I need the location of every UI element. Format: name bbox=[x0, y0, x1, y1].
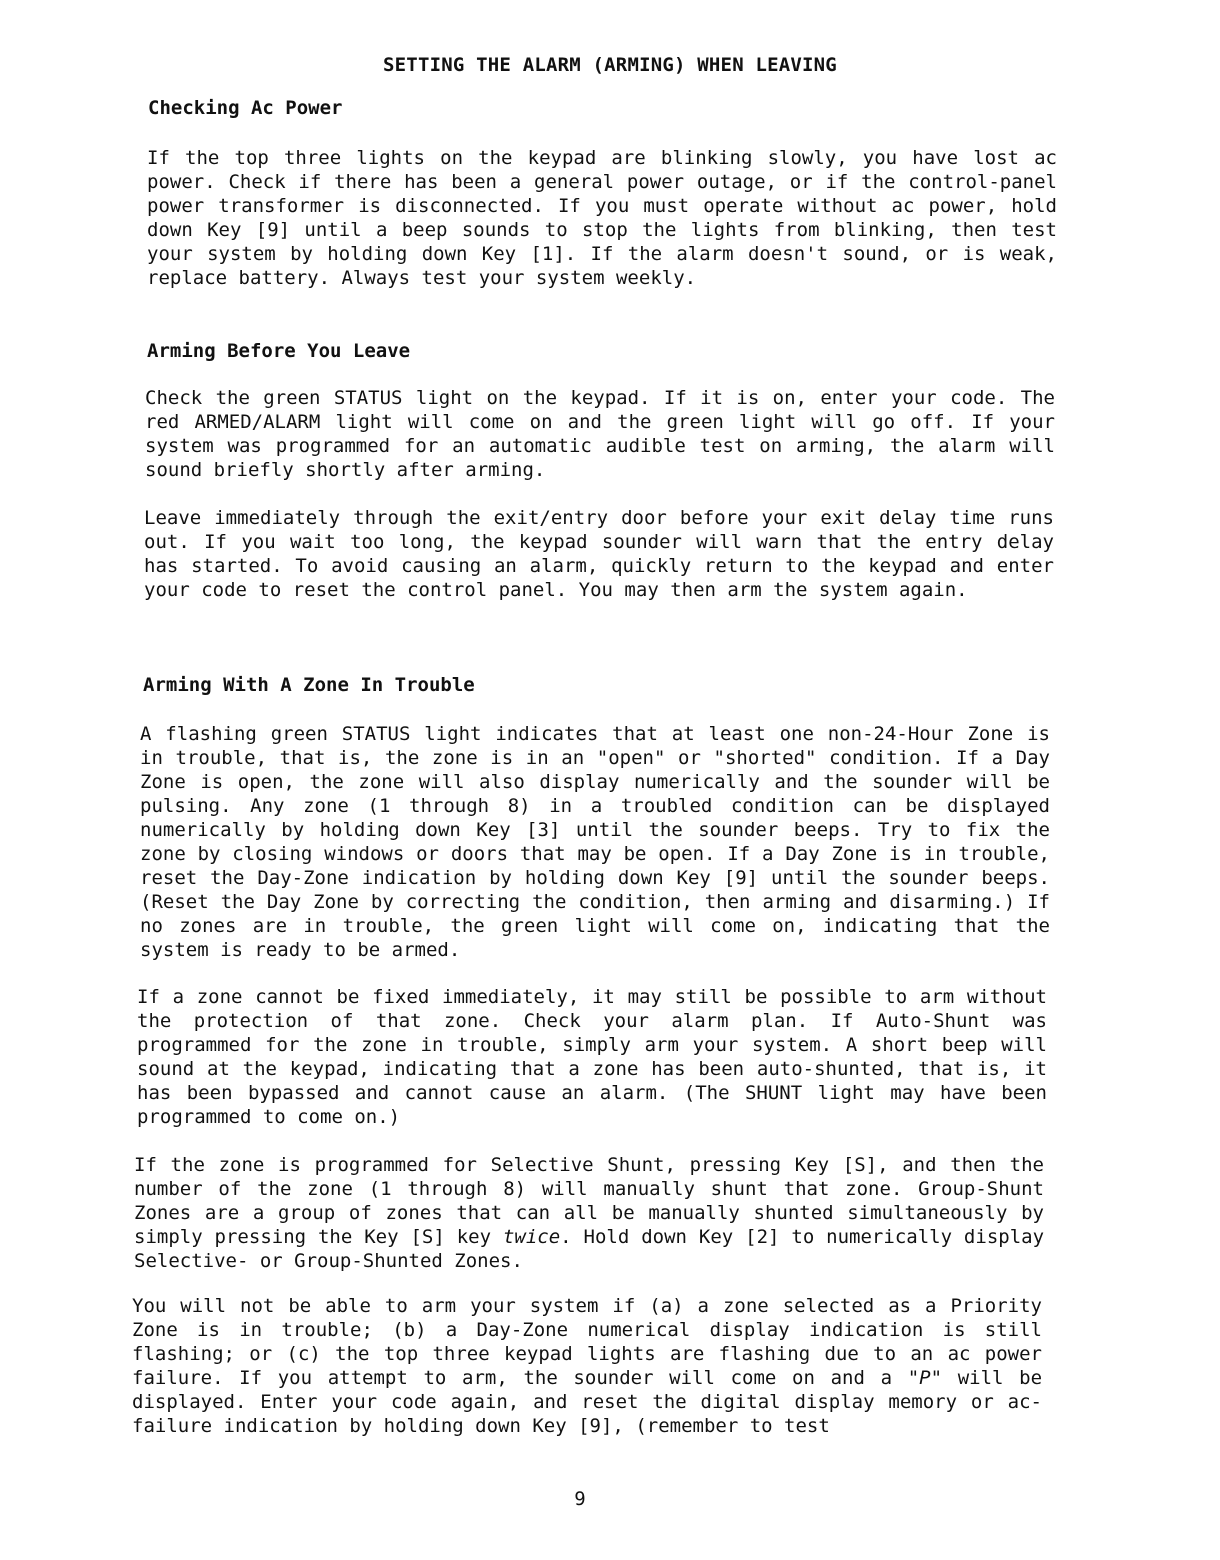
selective-shunt-text-after: . Hold down Key [2] to numerically display Selective- or Group-Shunted Zones. bbox=[134, 1226, 1045, 1272]
page-number: 9 bbox=[574, 1488, 586, 1510]
paragraph-ac-power: If the top three lights on the keypad are blinking slowly, you have lost ac power. Check if there has been a general power outage, or if the control-panel power transformer is disconnected. If you must operate without ac power, hold down Key [9] until a beep sounds to stop the lights from blinking, then test your system by holding down Key [1]. If the alarm doesn't sound, or is weak, replace battery. Always test your system weekly. bbox=[147, 147, 1057, 289]
paragraph-flashing-status-light: A flashing green STATUS light indicates that at least one non-24-Hour Zone is in trouble, that is, the zone is in an "open" or "shorted" condition. If a Day Zone is open, the zone will also display numerically and the sounder will be pulsing. Any zone (1 through 8) in a troubled condition can be displayed numerically by holding down Key [3] until the sounder beeps. Try to fix the zone by closing windows or doors that may be open. If a Day Zone is in trouble, reset the Day-Zone indication by holding down Key [9] until the sounder beeps. (Reset the Day Zone by correcting the condition, then arming and disarming.) If no zones are in trouble, the green light will come on, indicating that the system is ready to be armed. bbox=[140, 723, 1050, 961]
cannot-arm-text-after: " will be displayed. Enter your code again, and reset the digital display memory or ac-failure indication by holding down Key [9], (remember to test bbox=[132, 1367, 1043, 1437]
paragraph-cannot-arm bbox=[132, 1294, 1042, 1438]
cannot-arm-text-before: You will not be able to arm your system if (a) a zone selected as a Priority Zone is in trouble; (b) a Day-Zone numerical display indication is still flashing; or (c) the top three keypad lights are flashing due to an ac power failure. If you attempt to arm, the sounder will come on and a " bbox=[132, 1295, 1042, 1389]
paragraph-leave-immediately: Leave immediately through the exit/entry door before your exit delay time runs out. If you wait too long, the keypad sounder will warn that the entry delay has started. To avoid causing an alarm, quickly return to the keypad and enter your code to reset the control panel. You may then arm the system again. bbox=[144, 507, 1054, 601]
emphasis-twice: twice bbox=[502, 1226, 561, 1248]
page-title: SETTING THE ALARM (ARMING) WHEN LEAVING bbox=[383, 54, 837, 76]
selective-shunt-text-before: If the zone is programmed for Selective Shunt, pressing Key [S], and then the number of the zone (1 through 8) will manually shunt that zone. Group-Shunt Zones are a group of zones that can all be manually shunted simultaneously by simply pressing the Key [S] key bbox=[134, 1154, 1044, 1248]
section-heading-arming-with-zone-in-trouble: Arming With A Zone In Trouble bbox=[143, 674, 475, 696]
emphasis-p: P bbox=[919, 1367, 931, 1389]
section-heading-arming-before-you-leave: Arming Before You Leave bbox=[147, 340, 411, 362]
paragraph-selective-shunt bbox=[134, 1153, 1044, 1273]
paragraph-arming-before-leave: Check the green STATUS light on the keypad. If it is on, enter your code. The red ARMED/ALARM light will come on and the green light will go off. If your system was programmed for an automatic audible test on arming, the alarm will sound briefly shortly after arming. bbox=[145, 387, 1055, 481]
paragraph-auto-shunt: If a zone cannot be fixed immediately, it may still be possible to arm without the protection of that zone. Check your alarm plan. If Auto-Shunt was programmed for the zone in trouble, simply arm your system. A short beep will sound at the keypad, indicating that a zone has been auto-shunted, that is, it has been bypassed and cannot cause an alarm. (The SHUNT light may have been programmed to come on.) bbox=[137, 986, 1047, 1128]
section-heading-checking-ac-power: Checking Ac Power bbox=[148, 97, 343, 119]
